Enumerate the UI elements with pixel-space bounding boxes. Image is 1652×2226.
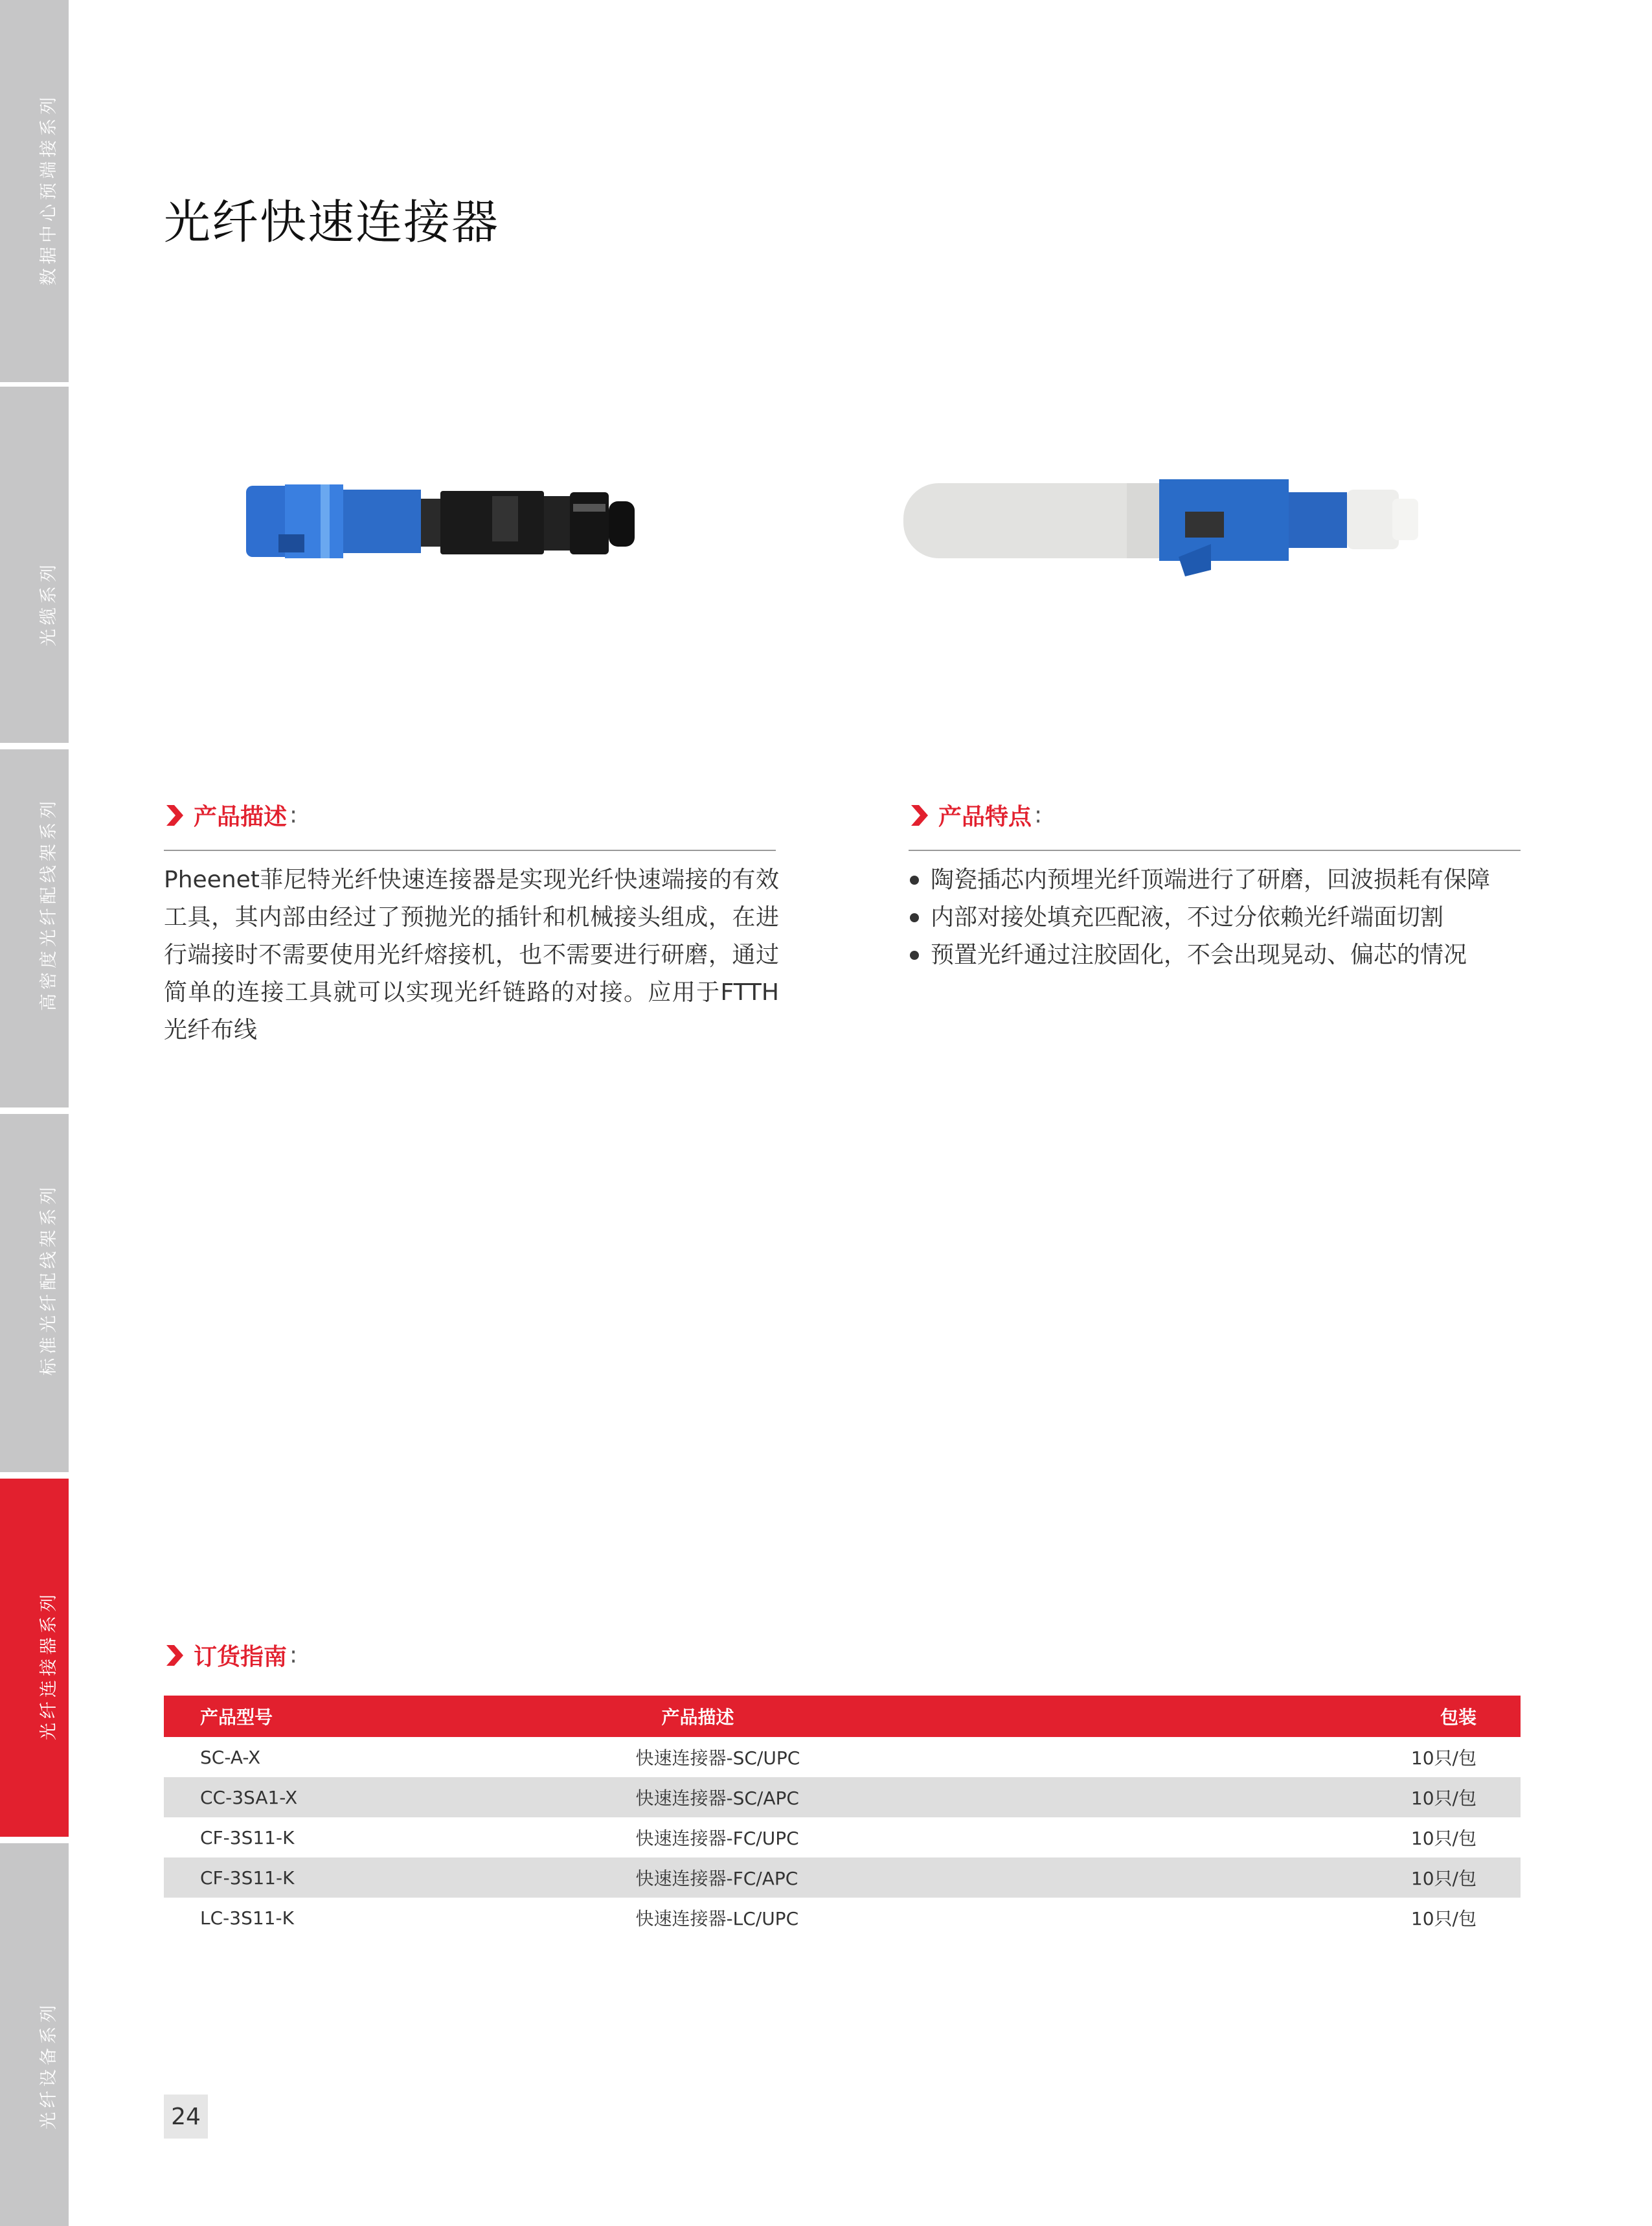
ordering-table [164, 1696, 1521, 1938]
cell-model: SC-A-X [200, 1746, 261, 1768]
cell-package: 10只/包 [1168, 1777, 1521, 1817]
cell-description: 快速连接器-FC/UPC [635, 1828, 799, 1849]
features-rule [909, 850, 1521, 851]
cell-model: CF-3S11-K [164, 1857, 571, 1898]
table-row [164, 1898, 1521, 1938]
bullet-icon [910, 951, 919, 960]
lc-connector-image [900, 473, 1444, 589]
feature-item [909, 899, 1524, 937]
cell-description: 快速连接器-LC/UPC [635, 1908, 799, 1929]
side-tab-label: 数据中心预端接系列 [39, 93, 59, 286]
chevron-right-icon [164, 1644, 185, 1667]
feature-item [909, 937, 1524, 974]
table-row [164, 1777, 1521, 1817]
cell-model: LC-3S11-K [200, 1907, 294, 1929]
feature-text: 预置光纤通过注胶固化，不会出现晃动、偏芯的情况 [931, 942, 1467, 968]
description-heading [164, 799, 297, 832]
cell-package: 10只/包 [1168, 1857, 1521, 1898]
bullet-icon [910, 876, 919, 885]
side-tab-equipment[interactable] [0, 1843, 69, 2226]
ordering-heading-text: 订货指南 [194, 1644, 288, 1670]
heading-colon: : [289, 1642, 298, 1668]
column-header-package: 包装 [1168, 1696, 1521, 1737]
feature-item [909, 861, 1524, 899]
description-heading-text: 产品描述 [194, 804, 288, 830]
bullet-icon [910, 913, 919, 922]
side-tab-data-center[interactable] [0, 0, 69, 382]
side-tab-label: 标准光纤配线架系列 [39, 1183, 59, 1376]
cell-package: 10只/包 [1410, 1747, 1477, 1769]
sc-connector-image [240, 473, 732, 576]
side-tab-label: 高密度光纤配线架系列 [39, 797, 59, 1011]
feature-text: 内部对接处填充匹配液，不过分依赖光纤端面切割 [931, 904, 1444, 931]
side-tab-label: 光纤连接器系列 [39, 1591, 59, 1740]
cell-model: CF-3S11-K [200, 1826, 295, 1848]
features-heading-text: 产品特点 [938, 804, 1032, 830]
feature-text: 陶瓷插芯内预埋光纤顶端进行了研磨，回波损耗有保障 [931, 867, 1491, 893]
cell-package: 10只/包 [1410, 1908, 1477, 1929]
column-header-description: 产品描述 [571, 1696, 1168, 1737]
side-tab-strip [0, 0, 69, 2226]
side-tab-label: 光纤设备系列 [39, 2001, 59, 2129]
heading-colon: : [1034, 802, 1043, 828]
side-tab-label: 光缆系列 [39, 561, 59, 646]
side-tab-cable[interactable] [0, 387, 69, 743]
heading-colon: : [289, 802, 298, 828]
page-number: 24 [164, 2095, 208, 2139]
table-row [164, 1817, 1521, 1857]
page-title: 光纤快速连接器 [164, 195, 500, 249]
column-header-model: 产品型号 [164, 1696, 571, 1737]
side-tab-high-density[interactable] [0, 749, 69, 1107]
features-heading [909, 799, 1042, 832]
table-header-row [164, 1696, 1521, 1737]
cell-package: 10只/包 [1410, 1828, 1477, 1849]
cell-description: 快速连接器-SC/UPC [635, 1747, 800, 1769]
chevron-right-icon [909, 804, 929, 827]
side-tab-standard[interactable] [0, 1114, 69, 1472]
cell-description: 快速连接器-SC/APC [571, 1777, 1168, 1817]
ordering-heading [164, 1639, 297, 1672]
cell-description: 快速连接器-FC/APC [571, 1857, 1168, 1898]
cell-model: CC-3SA1-X [164, 1777, 571, 1817]
description-rule [164, 850, 776, 851]
features-list [909, 861, 1524, 974]
chevron-right-icon [164, 804, 185, 827]
description-text: Pheenet菲尼特光纤快速连接器是实现光纤快速端接的有效工具，其内部由经过了预抛光的插针和机械接头组成，在进行端接时不需要使用光纤熔接机，也不需要进行研磨，通过简单的连接工具就可以实现光纤链路的对接。应用于FTTH光纤布线 [164, 867, 779, 1043]
side-tab-connectors[interactable] [0, 1479, 69, 1837]
table-row [164, 1857, 1521, 1898]
table-row [164, 1737, 1521, 1777]
